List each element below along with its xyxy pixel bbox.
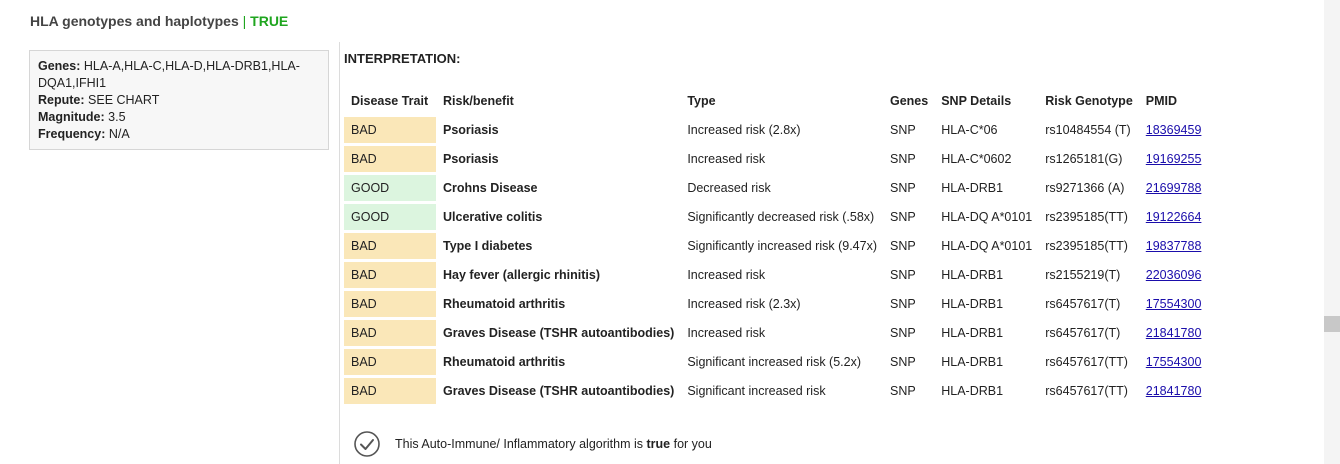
check-circle-icon bbox=[353, 430, 381, 458]
snp-details: HLA-C*06 bbox=[941, 123, 998, 137]
risk-genotype: rs6457617(TT) bbox=[1045, 384, 1128, 398]
table-row bbox=[344, 349, 1207, 375]
genes-cell: SNP bbox=[890, 297, 916, 311]
genes-value: HLA-A,HLA-C,HLA-D,HLA-DRB1,HLA-DQA1,IFHI1 bbox=[38, 59, 300, 90]
genes-cell: SNP bbox=[890, 210, 916, 224]
risk-name: Crohns Disease bbox=[443, 181, 538, 195]
table-row bbox=[344, 175, 1207, 201]
genes-cell: SNP bbox=[890, 152, 916, 166]
algorithm-result bbox=[353, 430, 712, 458]
pmid-cell bbox=[1139, 175, 1208, 201]
pmid-link[interactable]: 19122664 bbox=[1145, 210, 1202, 224]
risk-name: Psoriasis bbox=[443, 123, 499, 137]
trait-badge: BAD bbox=[344, 378, 436, 404]
risk-name: Psoriasis bbox=[443, 152, 499, 166]
repute-value: SEE CHART bbox=[88, 93, 160, 107]
genes-cell: SNP bbox=[890, 239, 916, 253]
scrollbar-track[interactable] bbox=[1324, 0, 1340, 464]
repute-label: Repute: bbox=[38, 93, 85, 107]
risk-type: Significantly increased risk (9.47x) bbox=[687, 239, 877, 253]
table-row bbox=[344, 117, 1207, 143]
repute-line bbox=[38, 92, 320, 109]
snp-details: HLA-DQ A*0101 bbox=[941, 239, 1033, 253]
risk-name: Graves Disease (TSHR autoantibodies) bbox=[443, 384, 675, 398]
magnitude-value: 3.5 bbox=[108, 110, 126, 124]
snp-details: HLA-DRB1 bbox=[941, 355, 1004, 369]
table-row bbox=[344, 291, 1207, 317]
genes-cell: SNP bbox=[890, 326, 916, 340]
snp-details: HLA-C*0602 bbox=[941, 152, 1012, 166]
title-text: HLA genotypes and haplotypes bbox=[30, 13, 239, 29]
col-header-risk-benefit: Risk/benefit bbox=[443, 94, 514, 108]
pmid-cell bbox=[1139, 262, 1208, 288]
frequency-line bbox=[38, 126, 320, 143]
pmid-cell bbox=[1139, 291, 1208, 317]
pmid-link[interactable]: 21699788 bbox=[1145, 181, 1202, 195]
col-header-snp-details: SNP Details bbox=[941, 94, 1012, 108]
risk-type: Increased risk bbox=[687, 152, 766, 166]
risk-genotype: rs6457617(TT) bbox=[1045, 355, 1128, 369]
trait-badge: BAD bbox=[344, 320, 436, 346]
table-row bbox=[344, 204, 1207, 230]
snp-details: HLA-DRB1 bbox=[941, 384, 1004, 398]
magnitude-label: Magnitude: bbox=[38, 110, 105, 124]
scrollbar-thumb[interactable] bbox=[1324, 316, 1340, 332]
genes-cell: SNP bbox=[890, 268, 916, 282]
trait-badge: BAD bbox=[344, 233, 436, 259]
pmid-link[interactable]: 18369459 bbox=[1145, 123, 1202, 137]
col-header-genes: Genes bbox=[890, 94, 929, 108]
interpretation-table bbox=[344, 85, 1207, 407]
pmid-link[interactable]: 21841780 bbox=[1145, 384, 1202, 398]
risk-name: Graves Disease (TSHR autoantibodies) bbox=[443, 326, 675, 340]
snp-details: HLA-DRB1 bbox=[941, 181, 1004, 195]
col-header-pmid: PMID bbox=[1145, 94, 1178, 108]
pmid-cell bbox=[1139, 146, 1208, 172]
snp-details: HLA-DRB1 bbox=[941, 297, 1004, 311]
risk-genotype: rs6457617(T) bbox=[1045, 326, 1121, 340]
table-header-row bbox=[344, 88, 1207, 114]
trait-badge: BAD bbox=[344, 291, 436, 317]
pmid-link[interactable]: 19169255 bbox=[1145, 152, 1202, 166]
risk-type: Increased risk bbox=[687, 326, 766, 340]
genes-cell: SNP bbox=[890, 123, 916, 137]
risk-type: Increased risk bbox=[687, 268, 766, 282]
snp-details: HLA-DRB1 bbox=[941, 326, 1004, 340]
result-text-after: for you bbox=[673, 437, 712, 451]
result-text-before: This Auto-Immune/ Inflammatory algorithm is bbox=[395, 437, 643, 451]
pmid-cell bbox=[1139, 349, 1208, 375]
risk-type: Significant increased risk bbox=[687, 384, 826, 398]
col-header-disease-trait: Disease Trait bbox=[351, 94, 429, 108]
trait-badge: BAD bbox=[344, 262, 436, 288]
pmid-link[interactable]: 17554300 bbox=[1145, 355, 1202, 369]
genes-label: Genes: bbox=[38, 59, 81, 73]
pmid-link[interactable]: 22036096 bbox=[1145, 268, 1202, 282]
table-row bbox=[344, 146, 1207, 172]
trait-badge: BAD bbox=[344, 146, 436, 172]
risk-type: Significant increased risk (5.2x) bbox=[687, 355, 862, 369]
risk-name: Ulcerative colitis bbox=[443, 210, 543, 224]
col-header-risk-genotype: Risk Genotype bbox=[1045, 94, 1133, 108]
risk-genotype: rs10484554 (T) bbox=[1045, 123, 1131, 137]
pmid-link[interactable]: 17554300 bbox=[1145, 297, 1202, 311]
trait-badge: BAD bbox=[344, 349, 436, 375]
trait-badge: GOOD bbox=[344, 175, 436, 201]
col-header-type: Type bbox=[687, 94, 716, 108]
table-row bbox=[344, 262, 1207, 288]
genes-cell: SNP bbox=[890, 355, 916, 369]
status-badge: TRUE bbox=[250, 13, 289, 29]
trait-badge: BAD bbox=[344, 117, 436, 143]
risk-genotype: rs2155219(T) bbox=[1045, 268, 1121, 282]
title-separator: | bbox=[242, 13, 247, 29]
snp-details: HLA-DQ A*0101 bbox=[941, 210, 1033, 224]
frequency-value: N/A bbox=[108, 127, 130, 141]
table-row bbox=[344, 233, 1207, 259]
risk-genotype: rs6457617(T) bbox=[1045, 297, 1121, 311]
gene-info-box bbox=[29, 50, 329, 150]
pmid-cell bbox=[1139, 233, 1208, 259]
pmid-link[interactable]: 19837788 bbox=[1145, 239, 1202, 253]
trait-badge: GOOD bbox=[344, 204, 436, 230]
risk-genotype: rs1265181(G) bbox=[1045, 152, 1123, 166]
risk-type: Increased risk (2.8x) bbox=[687, 123, 801, 137]
magnitude-line bbox=[38, 109, 320, 126]
risk-name: Rheumatoid arthritis bbox=[443, 355, 566, 369]
risk-genotype: rs2395185(TT) bbox=[1045, 239, 1128, 253]
risk-name: Rheumatoid arthritis bbox=[443, 297, 566, 311]
risk-type: Increased risk (2.3x) bbox=[687, 297, 801, 311]
risk-type: Significantly decreased risk (.58x) bbox=[687, 210, 875, 224]
risk-type: Decreased risk bbox=[687, 181, 771, 195]
pmid-cell bbox=[1139, 117, 1208, 143]
pmid-link[interactable]: 21841780 bbox=[1145, 326, 1202, 340]
genes-cell: SNP bbox=[890, 181, 916, 195]
genes-line bbox=[38, 58, 320, 92]
pmid-cell bbox=[1139, 204, 1208, 230]
pmid-cell bbox=[1139, 320, 1208, 346]
column-divider bbox=[339, 42, 340, 464]
risk-genotype: rs2395185(TT) bbox=[1045, 210, 1128, 224]
risk-name: Type I diabetes bbox=[443, 239, 533, 253]
interpretation-heading: INTERPRETATION: bbox=[344, 51, 461, 66]
section-title bbox=[30, 13, 288, 29]
table-row bbox=[344, 320, 1207, 346]
result-value: true bbox=[646, 437, 671, 451]
table-row bbox=[344, 378, 1207, 404]
risk-name: Hay fever (allergic rhinitis) bbox=[443, 268, 601, 282]
genes-cell: SNP bbox=[890, 384, 916, 398]
risk-genotype: rs9271366 (A) bbox=[1045, 181, 1125, 195]
frequency-label: Frequency: bbox=[38, 127, 106, 141]
pmid-cell bbox=[1139, 378, 1208, 404]
snp-details: HLA-DRB1 bbox=[941, 268, 1004, 282]
